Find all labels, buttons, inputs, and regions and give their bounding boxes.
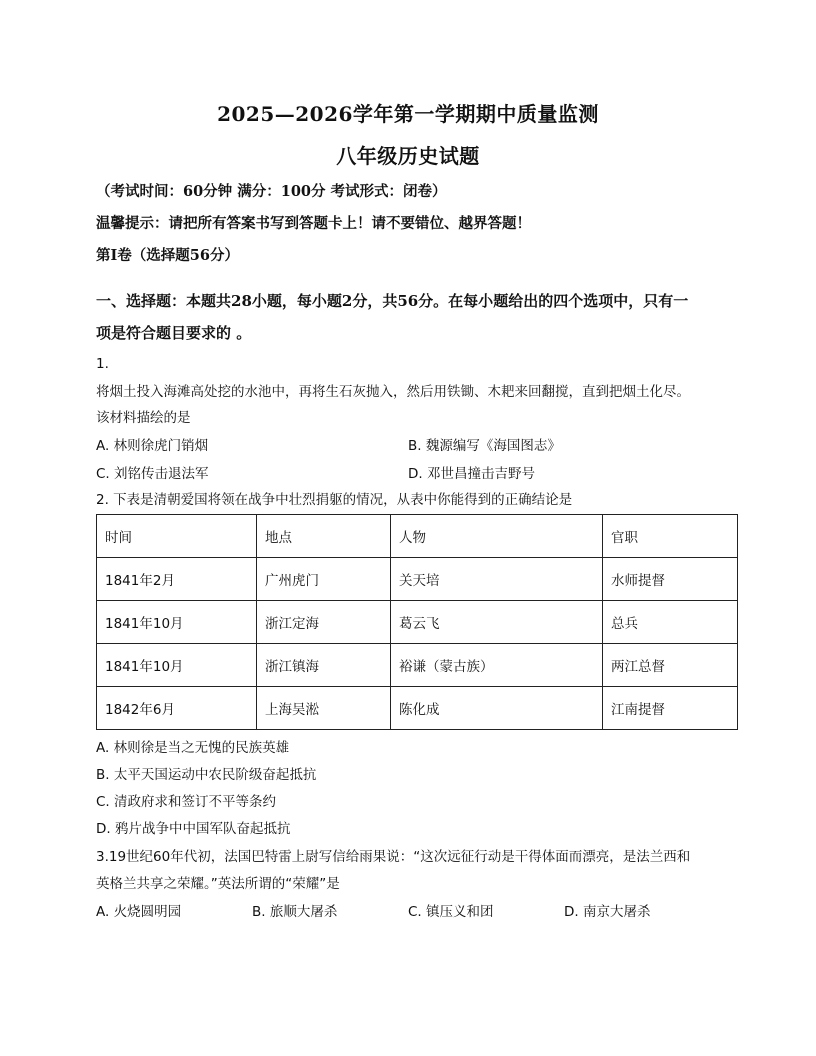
question-1-option-b[interactable]: B. 魏源编写《海国图志》 — [408, 438, 561, 454]
table-header-cell: 官职 — [603, 515, 738, 558]
table-header-cell: 时间 — [97, 515, 257, 558]
question-1-number: 1. — [96, 356, 109, 372]
table-cell: 广州虎门 — [257, 558, 391, 601]
question-3-option-b[interactable]: B. 旅顺大屠杀 — [252, 904, 338, 920]
exam-info: （考试时间：60分钟 满分：100分 考试形式：闭卷） — [96, 183, 447, 200]
table-row — [97, 601, 738, 644]
question-2-option-d[interactable]: D. 鸦片战争中中国军队奋起抵抗 — [96, 821, 291, 837]
question-1-option-a[interactable]: A. 林则徐虎门销烟 — [96, 438, 209, 454]
question-2-table — [96, 514, 738, 730]
table-cell: 1842年6月 — [97, 687, 257, 730]
question-3-option-d[interactable]: D. 南京大屠杀 — [564, 904, 651, 920]
table-cell: 江南提督 — [603, 687, 738, 730]
volume-heading: 第Ⅰ卷（选择题56分） — [96, 247, 239, 264]
table-header-cell: 人物 — [391, 515, 603, 558]
section-heading-line2: 项是符合题目要求的 。 — [96, 324, 252, 342]
question-3-option-a[interactable]: A. 火烧圆明园 — [96, 904, 182, 920]
table-cell: 两江总督 — [603, 644, 738, 687]
table-cell: 浙江定海 — [257, 601, 391, 644]
table-cell: 1841年10月 — [97, 601, 257, 644]
table-row — [97, 644, 738, 687]
table-cell: 关天培 — [391, 558, 603, 601]
exam-title: 2025—2026学年第一学期期中质量监测 — [217, 102, 599, 126]
table-cell: 浙江镇海 — [257, 644, 391, 687]
reminder-text: 温馨提示：请把所有答案书写到答题卡上！请不要错位、越界答题！ — [96, 215, 531, 232]
table-row — [97, 687, 738, 730]
question-1-option-d[interactable]: D. 邓世昌撞击吉野号 — [408, 466, 535, 482]
table-cell: 水师提督 — [603, 558, 738, 601]
table-cell: 裕谦（蒙古族） — [391, 644, 603, 687]
question-2-option-c[interactable]: C. 清政府求和签订不平等条约 — [96, 794, 277, 810]
table-cell: 1841年2月 — [97, 558, 257, 601]
table-cell: 1841年10月 — [97, 644, 257, 687]
question-2-option-b[interactable]: B. 太平天国运动中农民阶级奋起抵抗 — [96, 767, 317, 783]
table-header-cell: 地点 — [257, 515, 391, 558]
table-cell: 上海吴淞 — [257, 687, 391, 730]
question-1-option-c[interactable]: C. 刘铭传击退法军 — [96, 466, 209, 482]
table-header-row — [97, 515, 738, 558]
table-cell: 葛云飞 — [391, 601, 603, 644]
question-3-option-c[interactable]: C. 镇压义和团 — [408, 904, 494, 920]
table-row — [97, 558, 738, 601]
question-2-stem: 2. 下表是清朝爱国将领在战争中壮烈捐躯的情况，从表中你能得到的正确结论是 — [96, 492, 573, 508]
question-3-stem-line2: 英格兰共享之荣耀。”英法所谓的“荣耀”是 — [96, 876, 340, 892]
question-2-option-a[interactable]: A. 林则徐是当之无愧的民族英雄 — [96, 740, 290, 756]
section-heading-line1: 一、选择题：本题共28小题，每小题2分，共56分。在每小题给出的四个选项中，只有一 — [96, 292, 689, 310]
table-cell: 陈化成 — [391, 687, 603, 730]
exam-subtitle: 八年级历史试题 — [336, 144, 480, 168]
question-3-stem-line1: 3.19世纪60年代初，法国巴特雷上尉写信给雨果说：“这次远征行动是干得体面而漂亮，是法兰西和 — [96, 849, 691, 865]
table-cell: 总兵 — [603, 601, 738, 644]
question-1-stem-line1: 将烟土投入海滩高处挖的水池中，再将生石灰抛入，然后用铁锄、木耙来回翻搅，直到把烟土化尽。 — [96, 384, 690, 400]
question-1-stem-line2: 该材料描绘的是 — [96, 410, 191, 426]
